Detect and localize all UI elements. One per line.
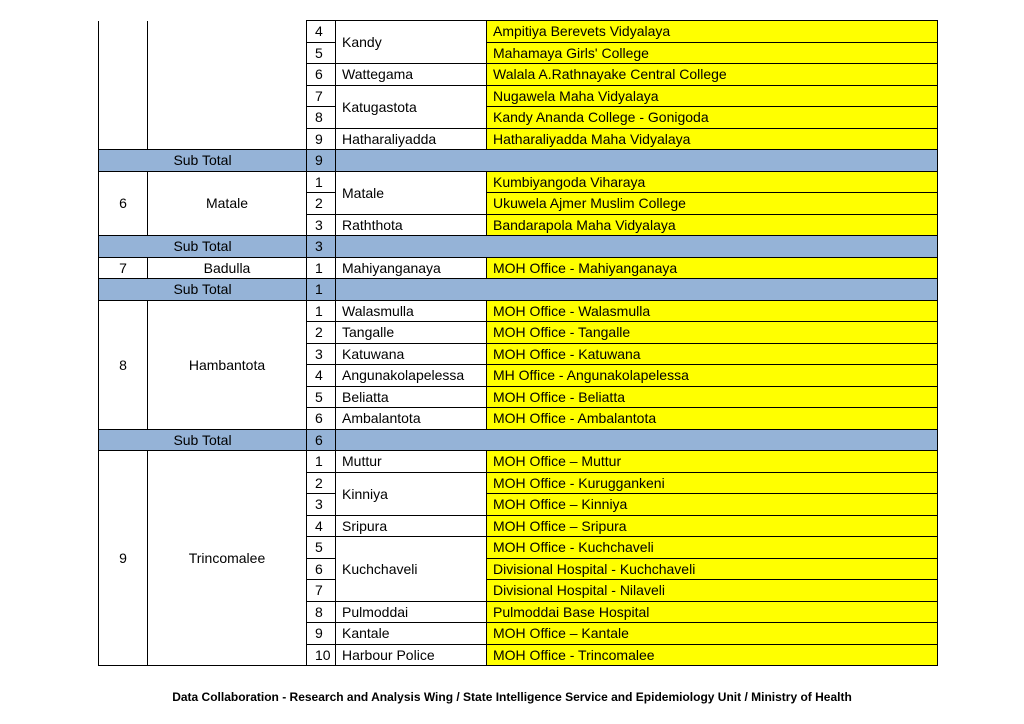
- row-index: 9: [307, 128, 336, 150]
- row-index: 10: [307, 644, 336, 666]
- row-index: 8: [307, 107, 336, 129]
- row-index: 5: [307, 42, 336, 64]
- row-index: 3: [307, 214, 336, 236]
- row-index: 4: [307, 515, 336, 537]
- location-name: MOH Office - Tangalle: [487, 322, 938, 344]
- location-name: MOH Office - Ambalantota: [487, 408, 938, 430]
- location-name: Ampitiya Berevets Vidyalaya: [487, 21, 938, 43]
- row-index: 2: [307, 322, 336, 344]
- location-name: MOH Office - Katuwana: [487, 343, 938, 365]
- row-index: 2: [307, 193, 336, 215]
- location-name: Pulmoddai Base Hospital: [487, 601, 938, 623]
- row-index: 7: [307, 580, 336, 602]
- row-index: 3: [307, 343, 336, 365]
- subtotal-row: [99, 236, 938, 258]
- subtotal-value: 6: [307, 429, 336, 451]
- row-index: 1: [307, 451, 336, 473]
- location-name: Nugawela Maha Vidyalaya: [487, 85, 938, 107]
- location-name: MOH Office - Walasmulla: [487, 300, 938, 322]
- row-index: 1: [307, 300, 336, 322]
- district-name: Badulla: [148, 257, 307, 279]
- division-name: Matale: [336, 171, 487, 214]
- table-row: [99, 300, 938, 322]
- division-name: Tangalle: [336, 322, 487, 344]
- row-index: 2: [307, 472, 336, 494]
- row-index: 6: [307, 408, 336, 430]
- table-row: [99, 171, 938, 193]
- division-name: Pulmoddai: [336, 601, 487, 623]
- division-name: Harbour Police: [336, 644, 487, 666]
- location-name: MOH Office - Kuchchaveli: [487, 537, 938, 559]
- row-index: 5: [307, 537, 336, 559]
- row-index: 5: [307, 386, 336, 408]
- subtotal-blank: [336, 429, 938, 451]
- row-index: 6: [307, 558, 336, 580]
- division-name: Kuchchaveli: [336, 537, 487, 602]
- row-index: 4: [307, 365, 336, 387]
- location-name: MH Office - Angunakolapelessa: [487, 365, 938, 387]
- location-name: MOH Office – Muttur: [487, 451, 938, 473]
- location-name: MOH Office – Kantale: [487, 623, 938, 645]
- district-number: 7: [99, 257, 148, 279]
- table-row: [99, 21, 938, 43]
- location-name: Divisional Hospital - Nilaveli: [487, 580, 938, 602]
- location-name: MOH Office – Sripura: [487, 515, 938, 537]
- location-name: MOH Office - Mahiyanganaya: [487, 257, 938, 279]
- division-name: Angunakolapelessa: [336, 365, 487, 387]
- district-name: Matale: [148, 171, 307, 236]
- row-index: 8: [307, 601, 336, 623]
- district-number-cell: [99, 21, 148, 150]
- division-name: Kandy: [336, 21, 487, 64]
- division-name: Kinniya: [336, 472, 487, 515]
- location-name: Kandy Ananda College - Gonigoda: [487, 107, 938, 129]
- subtotal-label: Sub Total: [99, 429, 307, 451]
- subtotal-value: 1: [307, 279, 336, 301]
- location-name: Kumbiyangoda Viharaya: [487, 171, 938, 193]
- division-name: Mahiyanganaya: [336, 257, 487, 279]
- division-name: Raththota: [336, 214, 487, 236]
- row-index: 3: [307, 494, 336, 516]
- location-name: Walala A.Rathnayake Central College: [487, 64, 938, 86]
- division-name: Beliatta: [336, 386, 487, 408]
- division-name: Katugastota: [336, 85, 487, 128]
- division-name: Muttur: [336, 451, 487, 473]
- district-number: 6: [99, 171, 148, 236]
- subtotal-label: Sub Total: [99, 279, 307, 301]
- location-name: MOH Office - Beliatta: [487, 386, 938, 408]
- row-index: 4: [307, 21, 336, 43]
- subtotal-row: [99, 429, 938, 451]
- row-index: 7: [307, 85, 336, 107]
- table-row: [99, 257, 938, 279]
- location-name: MOH Office - Trincomalee: [487, 644, 938, 666]
- district-name: Hambantota: [148, 300, 307, 429]
- division-name: Katuwana: [336, 343, 487, 365]
- subtotal-label: Sub Total: [99, 236, 307, 258]
- division-name: Sripura: [336, 515, 487, 537]
- location-name: Ukuwela Ajmer Muslim College: [487, 193, 938, 215]
- district-name: Trincomalee: [148, 451, 307, 666]
- table-row: [99, 451, 938, 473]
- location-name: MOH Office – Kinniya: [487, 494, 938, 516]
- subtotal-value: 3: [307, 236, 336, 258]
- district-name-cell: [148, 21, 307, 150]
- row-index: 1: [307, 257, 336, 279]
- location-name: Bandarapola Maha Vidyalaya: [487, 214, 938, 236]
- district-locations-table: [98, 20, 938, 666]
- subtotal-blank: [336, 279, 938, 301]
- subtotal-label: Sub Total: [99, 150, 307, 172]
- location-name: MOH Office - Kuruggankeni: [487, 472, 938, 494]
- division-name: Hatharaliyadda: [336, 128, 487, 150]
- row-index: 9: [307, 623, 336, 645]
- division-name: Kantale: [336, 623, 487, 645]
- location-name: Hatharaliyadda Maha Vidyalaya: [487, 128, 938, 150]
- district-number: 8: [99, 300, 148, 429]
- location-name: Mahamaya Girls' College: [487, 42, 938, 64]
- district-number: 9: [99, 451, 148, 666]
- subtotal-value: 9: [307, 150, 336, 172]
- page-footer: Data Collaboration - Research and Analysis Wing / State Intelligence Service and Epidemiology Unit / Ministry of Health: [172, 690, 852, 704]
- subtotal-blank: [336, 150, 938, 172]
- division-name: Wattegama: [336, 64, 487, 86]
- subtotal-row: [99, 279, 938, 301]
- row-index: 1: [307, 171, 336, 193]
- division-name: Ambalantota: [336, 408, 487, 430]
- subtotal-row: [99, 150, 938, 172]
- location-name: Divisional Hospital - Kuchchaveli: [487, 558, 938, 580]
- division-name: Walasmulla: [336, 300, 487, 322]
- row-index: 6: [307, 64, 336, 86]
- subtotal-blank: [336, 236, 938, 258]
